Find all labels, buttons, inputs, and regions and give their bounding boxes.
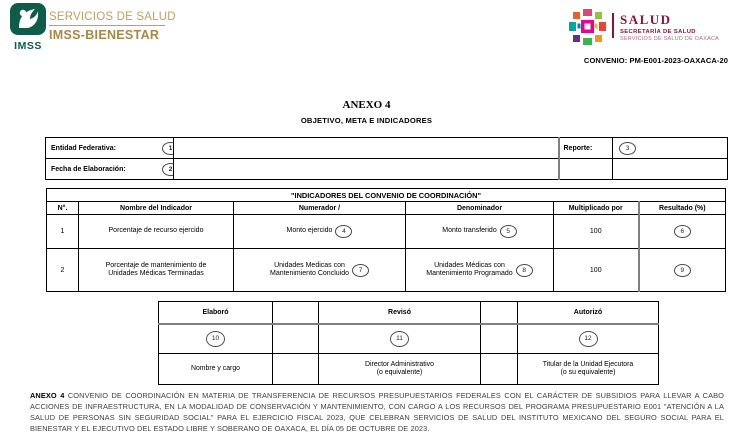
footer-legal-paragraph (30, 391, 724, 435)
elaboro-header: Elaboró (159, 302, 273, 324)
indicator-2-denominador: Unidades Médicas con Mantenimiento Programado 8 (406, 249, 554, 292)
indicator-1-numerador: Monto ejercido 4 (234, 215, 406, 249)
ref-circle-8: 8 (516, 264, 533, 277)
autorizo-role-cell: Titular de la Unidad Ejecutora (o su equivalente) (518, 354, 659, 385)
reviso-ref-cell (319, 324, 481, 354)
imss-acronym: IMSS (14, 40, 42, 52)
indicator-1-name: Porcentaje de recurso ejercido (79, 215, 234, 249)
reporte-empty-value-cell (613, 159, 728, 180)
indicator-2-numerador: Unidades Medicas con Mantenimiento Concluido 7 (234, 249, 406, 292)
fecha-elaboracion-label-cell (46, 159, 174, 180)
reporte-label-cell (559, 138, 613, 159)
entidad-federativa-label-cell (46, 138, 174, 159)
col-header-num: N°. (47, 202, 79, 215)
indicator-2-name: Porcentaje de mantenimiento de Unidades Médicas Terminadas (79, 249, 234, 292)
info-table (45, 137, 728, 180)
imss-gold-divider (49, 25, 165, 26)
col-header-resultado: Resultado (%) (639, 202, 726, 215)
reporte-empty-cell (559, 159, 613, 180)
info-row-fecha (46, 159, 728, 180)
indicator-2-num: 2 (47, 249, 79, 292)
salud-wordmark (620, 12, 733, 42)
indicators-title-row (47, 189, 726, 202)
col-header-denominador: Denominador (406, 202, 554, 215)
entidad-federativa-value-cell (174, 138, 559, 159)
indicator-1-resultado (639, 215, 726, 249)
fecha-elaboracion-label: Fecha de Elaboración: (51, 165, 126, 173)
entidad-federativa-label: Entidad Federativa: (51, 144, 116, 152)
indicator-1-multiplicado: 100 (554, 215, 639, 249)
indicators-header-row (47, 202, 726, 215)
ref-circle-10: 10 (206, 331, 225, 347)
ref-circle-2: 2 (162, 163, 174, 176)
ref-circle-11: 11 (390, 331, 409, 347)
imss-wordmark (49, 11, 176, 42)
reporte-label: Reporte: (563, 144, 593, 152)
fecha-elaboracion-value-cell (174, 159, 559, 180)
signatures-header-row (159, 302, 659, 324)
indicator-2-multiplicado: 100 (554, 249, 639, 292)
ref-circle-7: 7 (352, 264, 369, 277)
info-row-entidad (46, 138, 728, 159)
spacer-cell (273, 324, 319, 354)
elaboro-role-cell: Nombre y cargo (159, 354, 273, 385)
footer-bold-prefix: ANEXO 4 (30, 391, 65, 400)
page-title: ANEXO 4 (342, 99, 391, 111)
convenio-code: CONVENIO: PM-E001-2023-OAXACA-20 (583, 56, 728, 65)
signatures-ref-row (159, 324, 659, 354)
elaboro-ref-cell (159, 324, 273, 354)
salud-title: SALUD (620, 12, 672, 27)
spacer-cell (481, 302, 518, 324)
col-header-numerador: Numerador / (234, 202, 406, 215)
salud-secretaria-line: SECRETARÍA DE SALUD (620, 29, 696, 35)
indicator-row-1 (47, 215, 726, 249)
col-header-nombre: Nombre del Indicador (79, 202, 234, 215)
indicator-row-2 (47, 249, 726, 292)
ref-circle-12: 12 (579, 331, 598, 347)
reporte-value-cell (613, 138, 728, 159)
reviso-header: Revisó (319, 302, 481, 324)
spacer-cell (273, 302, 319, 324)
imss-logo (10, 3, 46, 52)
spacer-cell (273, 354, 319, 385)
indicators-table (46, 188, 726, 292)
indicator-1-num: 1 (47, 215, 79, 249)
ref-circle-3: 3 (619, 142, 636, 155)
spacer-cell (481, 354, 518, 385)
footer-text: CONVENIO DE COORDINACIÓN EN MATERIA DE TRANSFERENCIA DE RECURSOS PRESUPUESTARIOS FEDERALES CON EL CARÁCTER DE SUBSIDIOS PARA LLEVAR A CABO ACCIONES DE INFRAESTRUCTURA, EN LA MODALIDAD DE CONSERVACIÓN Y MANTENIMIENTO, CON CARGO A LOS RECURSOS DEL PROGRAMA PRESUPUESTARIO E001 "ATENCIÓN A LA SALUD DE PERSONAS SIN SEGURIDAD SOCIAL" PARA EL EJERCICIO FISCAL 2023, QUE CELEBRAN SERVICIOS DE SALUD DEL INSTITUTO MEXICANO DEL SEGURO SOCIAL PARA EL BIENESTAR Y EL EJECUTIVO DEL ESTADO LIBRE Y SOBERANO DE OAXACA, EL DÍA 05 DE OCTUBRE DE 2023. (30, 391, 724, 433)
indicator-2-resultado (639, 249, 726, 292)
ref-circle-5: 5 (500, 225, 517, 238)
salud-oaxaca-line: SERVICIOS DE SALUD DE OAXACA (620, 36, 720, 42)
autorizo-header: Autorizó (518, 302, 659, 324)
imss-eagle-icon (10, 3, 46, 36)
indicators-table-title: "INDICADORES DEL CONVENIO DE COORDINACIÓN" (47, 189, 726, 202)
page-subtitle: OBJETIVO, META E INDICADORES (300, 116, 433, 125)
spacer-cell (481, 324, 518, 354)
signatures-table (158, 301, 659, 385)
imss-wordmark-line1: SERVICIOS DE SALUD (49, 11, 176, 23)
reviso-role-cell: Director Administrativo (o equivalente) (319, 354, 481, 385)
ref-circle-9: 9 (674, 264, 691, 277)
salud-logo-separator (612, 13, 614, 38)
autorizo-ref-cell (518, 324, 659, 354)
imss-wordmark-line2: IMSS-BIENESTAR (49, 28, 160, 42)
ref-circle-1: 1 (162, 142, 174, 155)
ref-circle-6: 6 (674, 225, 691, 238)
col-header-multiplicado: Multiplicado por (554, 202, 639, 215)
indicator-1-denominador: Monto transferido 5 (406, 215, 554, 249)
ref-circle-4: 4 (335, 225, 352, 238)
oaxaca-emblem-icon (568, 8, 607, 52)
signatures-role-row (159, 354, 659, 385)
